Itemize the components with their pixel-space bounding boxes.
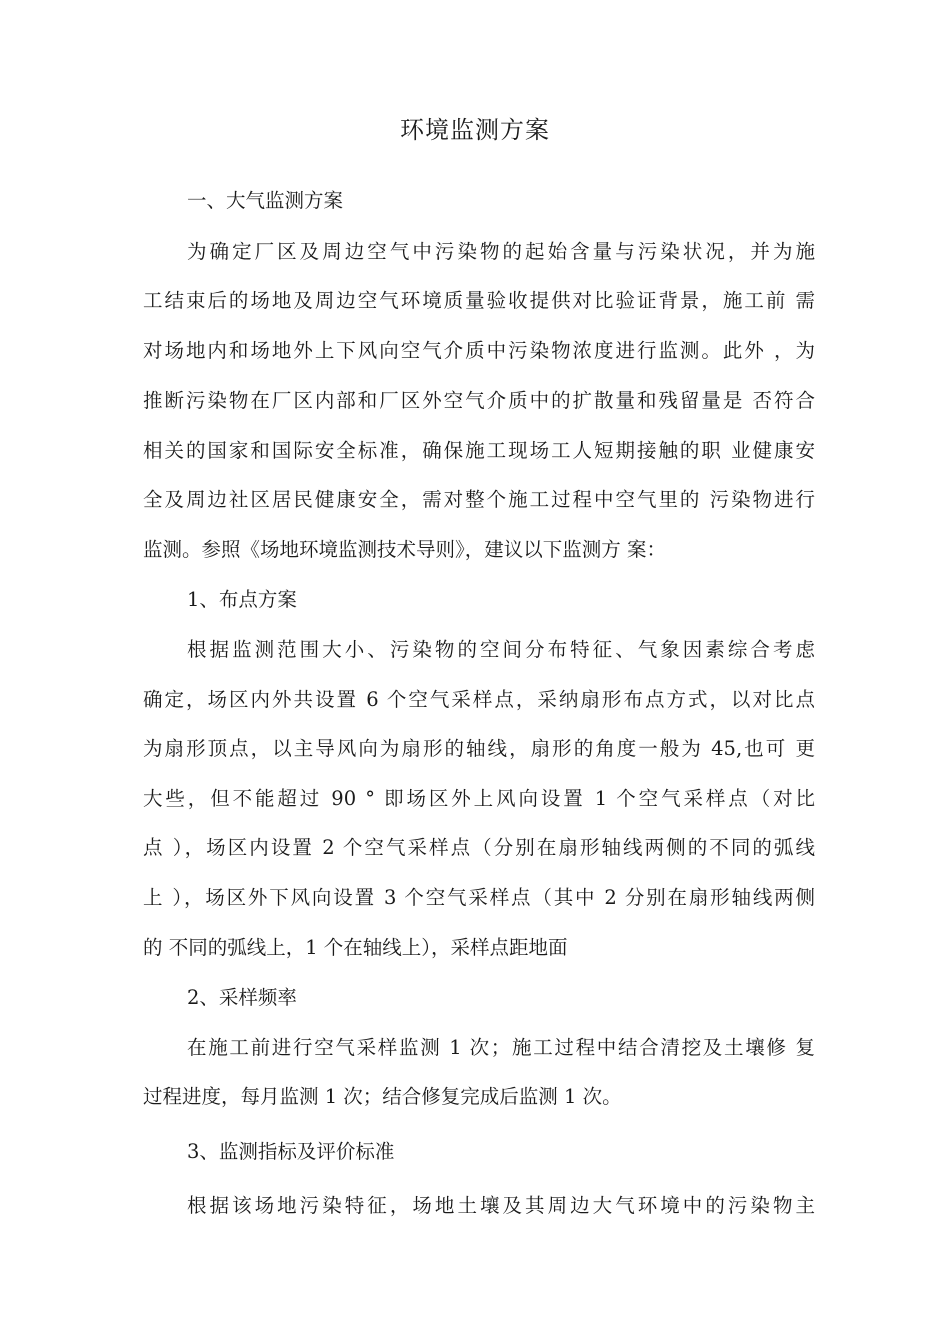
subsection-heading-frequency: 2、采样频率 <box>187 986 297 1009</box>
paragraph-line: 根据监测范围大小、污染物的空间分布特征、气象因素综合考虑 <box>187 638 815 661</box>
paragraph-line: 为确定厂区及周边空气中污染物的起始含量与污染状况，并为施 <box>187 240 815 263</box>
paragraph-line: 监测。参照《场地环境监测技术导则》，建议以下监测方 案： <box>143 538 666 561</box>
paragraph-line: 相关的国家和国际安全标准，确保施工现场工人短期接触的职 业健康安 <box>143 439 815 462</box>
paragraph-line: 根据该场地污染特征，场地土壤及其周边大气环境中的污染物主 <box>187 1194 815 1217</box>
paragraph-line: 的 不同的弧线上，1 个在轴线上），采样点距地面 <box>143 936 568 959</box>
paragraph-line: 点 ），场区内设置 2 个空气采样点（分别在扇形轴线两侧的不同的弧线 <box>143 836 815 859</box>
paragraph-line: 上 ），场区外下风向设置 3 个空气采样点（其中 2 分别在扇形轴线两侧 <box>143 886 815 909</box>
section-heading-atmosphere: 一、大气监测方案 <box>187 189 344 212</box>
paragraph-line: 推断污染物在厂区内部和厂区外空气介质中的扩散量和残留量是 否符合 <box>143 389 815 412</box>
paragraph-line: 为扇形顶点，以主导风向为扇形的轴线，扇形的角度一般为 45,也可 更 <box>143 737 815 760</box>
subsection-heading-layout: 1、布点方案 <box>187 588 297 611</box>
paragraph-line: 过程进度，每月监测 1 次；结合修复完成后监测 1 次。 <box>143 1085 622 1108</box>
document-title: 环境监测方案 <box>400 116 550 144</box>
paragraph-line: 确定，场区内外共设置 6 个空气采样点，采纳扇形布点方式，以对比点 <box>143 688 815 711</box>
subsection-heading-indicators: 3、监测指标及评价标准 <box>187 1140 395 1163</box>
paragraph-line: 大些，但不能超过 90 ° 即场区外上风向设置 1 个空气采样点（对比 <box>143 787 815 810</box>
paragraph-line: 对场地内和场地外上下风向空气介质中污染物浓度进行监测。此外 ，为 <box>143 339 815 362</box>
paragraph-line: 在施工前进行空气采样监测 1 次；施工过程中结合清挖及土壤修 复 <box>187 1036 815 1059</box>
paragraph-line: 工结束后的场地及周边空气环境质量验收提供对比验证背景，施工前 需 <box>143 289 815 312</box>
paragraph-line: 全及周边社区居民健康安全，需对整个施工过程中空气里的 污染物进行 <box>143 488 815 511</box>
